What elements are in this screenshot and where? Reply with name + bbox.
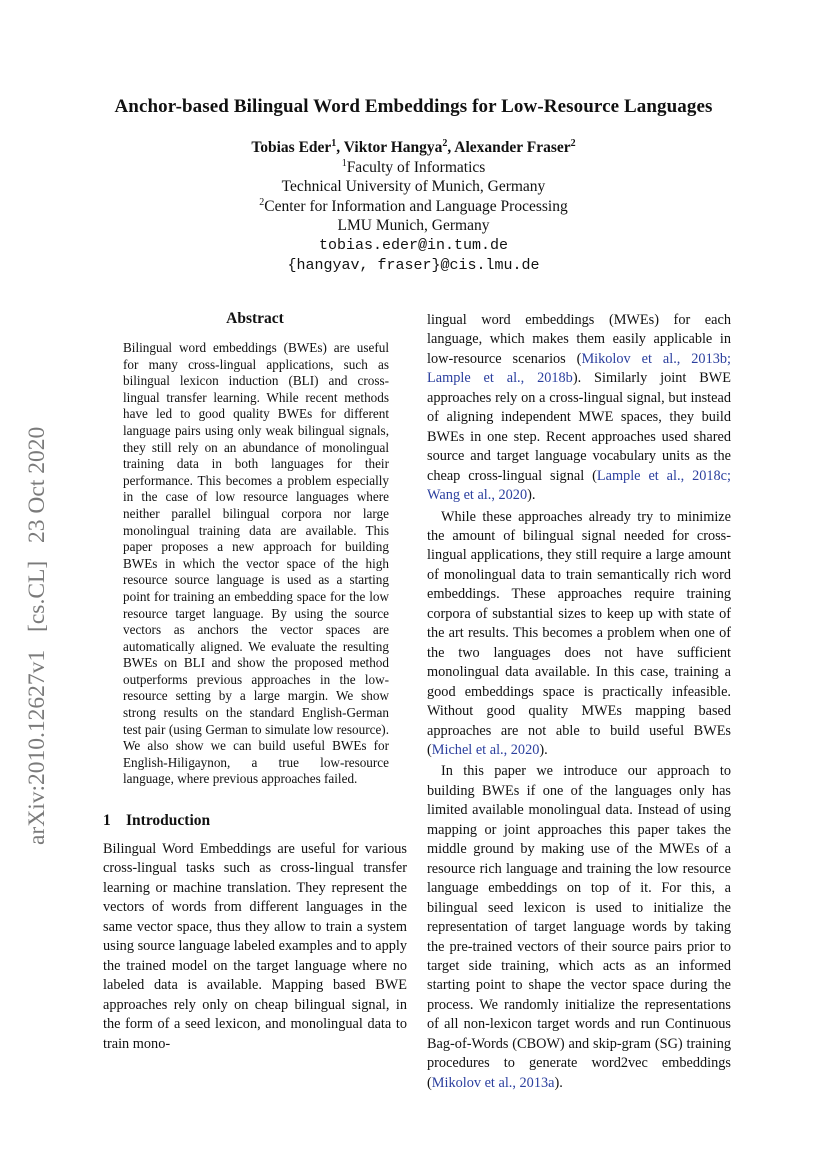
right-column — [427, 311, 731, 1093]
section-number: 1 — [103, 812, 111, 830]
author-affil-mark: 1 — [331, 137, 337, 149]
arxiv-date: 23 Oct 2020 — [24, 426, 50, 543]
author-name: Viktor Hangya — [343, 139, 443, 156]
abstract-text: Bilingual word embeddings (BWEs) are useful for many cross-lingual applications, such as bilingual lexicon induction (BLI) and cross-lingual transfer learning. While recent methods have led to good quality BWEs for different language pairs using only weak bilingual signals, they still rely on an abundance of monolingual training data in both languages for their performance. This becomes a problem especially in the case of low resource languages where neither parallel bilingual corpora nor large monolingual training data are available. This paper proposes a new approach for building BWEs in which the vector space of the high resource source language is used as a starting point for training an embedding space for the low resource target language. By using the source vectors as anchors the vector spaces are automatically aligned. We evaluate the resulting BWEs on BLI and show the proposed method outperforms previous approaches in the low-resource setting by a large margin. We show strong results on the standard English-German test pair (using German to simulate low resource). We also show we can build useful BWEs for English-Hiligaynon, a true low-resource language, where previous approaches failed. — [123, 340, 389, 787]
author-name: Tobias Eder — [251, 139, 332, 156]
left-column — [103, 310, 407, 1054]
intro-paragraph-3: In this paper we introduce our approach to building BWEs if one of the languages only has limited available monolingual data. Instead of using mapping or joint approaches this paper takes the middle ground by making use of the MWEs of a resource rich language and training the low resource language embeddings on top of it. For this, a bilingual seed lexicon is used to initialize the representation of target language words by taking the pre-trained vectors of their source pairs prior to target side training, which acts as an informed starting point to shape the vector space during the process. We randomly initialize the representations of all non-lexicon target words and run Continuous Bag-of-Words (CBOW) and skip-gram (SG) training procedures to generate word2vec embeddings (Mikolov et al., 2013a). — [427, 763, 731, 1091]
abstract-heading: Abstract — [226, 310, 284, 327]
paper-title: Anchor-based Bilingual Word Embeddings for Low-Resource Languages — [114, 96, 713, 117]
author-block — [0, 138, 827, 275]
arxiv-id: arXiv:2010.12627v1 — [24, 649, 50, 845]
citation-link[interactable]: Lample et al., 2018c; Wang et al., 2020 — [427, 467, 731, 504]
email-2[interactable]: {hangyav, fraser}@cis.lmu.de — [287, 256, 540, 274]
email-1[interactable]: tobias.eder@in.tum.de — [318, 236, 509, 254]
intro-paragraph-2: While these approaches already try to minimize the amount of bilingual signal needed for cross-lingual applications, they still require a large amount of monolingual data to train semantically rich word embeddings. These approaches require training corpora of substantial sizes to keep up with state of the art results. This becomes a problem when one of the two languages does not have sufficient monolingual data available. In this case, training a good embeddings space is practically infeasible. Without good quality MWEs mapping based approaches are not able to build useful BWEs (Michel et al., 2020). — [427, 508, 731, 758]
section-heading-introduction — [103, 812, 407, 830]
arxiv-identifier — [24, 415, 51, 845]
affiliation-2-place: LMU Munich, Germany — [337, 217, 490, 235]
author-affil-mark: 2 — [570, 137, 576, 149]
affiliation-1: $^1$Faculty of Informatics — [341, 157, 486, 176]
author-affil-mark: 2 — [442, 137, 448, 149]
arxiv-category: [cs.CL] — [24, 560, 50, 632]
intro-paragraph-continued: lingual word embeddings (MWEs) for each language, which makes them easily applicable in low-resource scenarios (Mikolov et al., 2013b; Lample et al., 2018b). Similarly joint BWE approaches rely on a cross-lingual signal, but instead of aligning independent MWE spaces, they build BWEs in one step. Recent approaches used shared source and target language vocabulary units as the cheap cross-lingual signal (Lample et al., 2018c; Wang et al., 2020). — [427, 312, 732, 504]
affiliation-1-place: Technical University of Munich, Germany — [281, 178, 546, 196]
author-name: Alexander Fraser — [454, 139, 571, 156]
affiliation-2: $^2$Center for Information and Language Processing — [259, 196, 568, 215]
citation-link[interactable]: Michel et al., 2020 — [431, 741, 540, 758]
section-title: Introduction — [126, 812, 211, 830]
citation-link[interactable]: Mikolov et al., 2013a — [431, 1074, 555, 1091]
citation-link[interactable]: Mikolov et al., 2013b; Lample et al., 2018b — [427, 350, 731, 387]
author-list: Tobias Eder$^1$, Viktor Hangya$^2$, Alexander Fraser$^2$ — [251, 137, 576, 156]
intro-paragraph-1: Bilingual Word Embeddings are useful for various cross-lingual tasks such as cross-lingual transfer learning or machine translation. They represent the vectors of words from different languages in the same vector space, thus they allow to train a system using source language labeled examples and to apply the trained model on the target language where no labeled data is available. Mapping based BWE approaches rely only on cheap bilingual signal, in the form of a seed lexicon, and monolingual data to train mono- — [103, 841, 407, 1052]
